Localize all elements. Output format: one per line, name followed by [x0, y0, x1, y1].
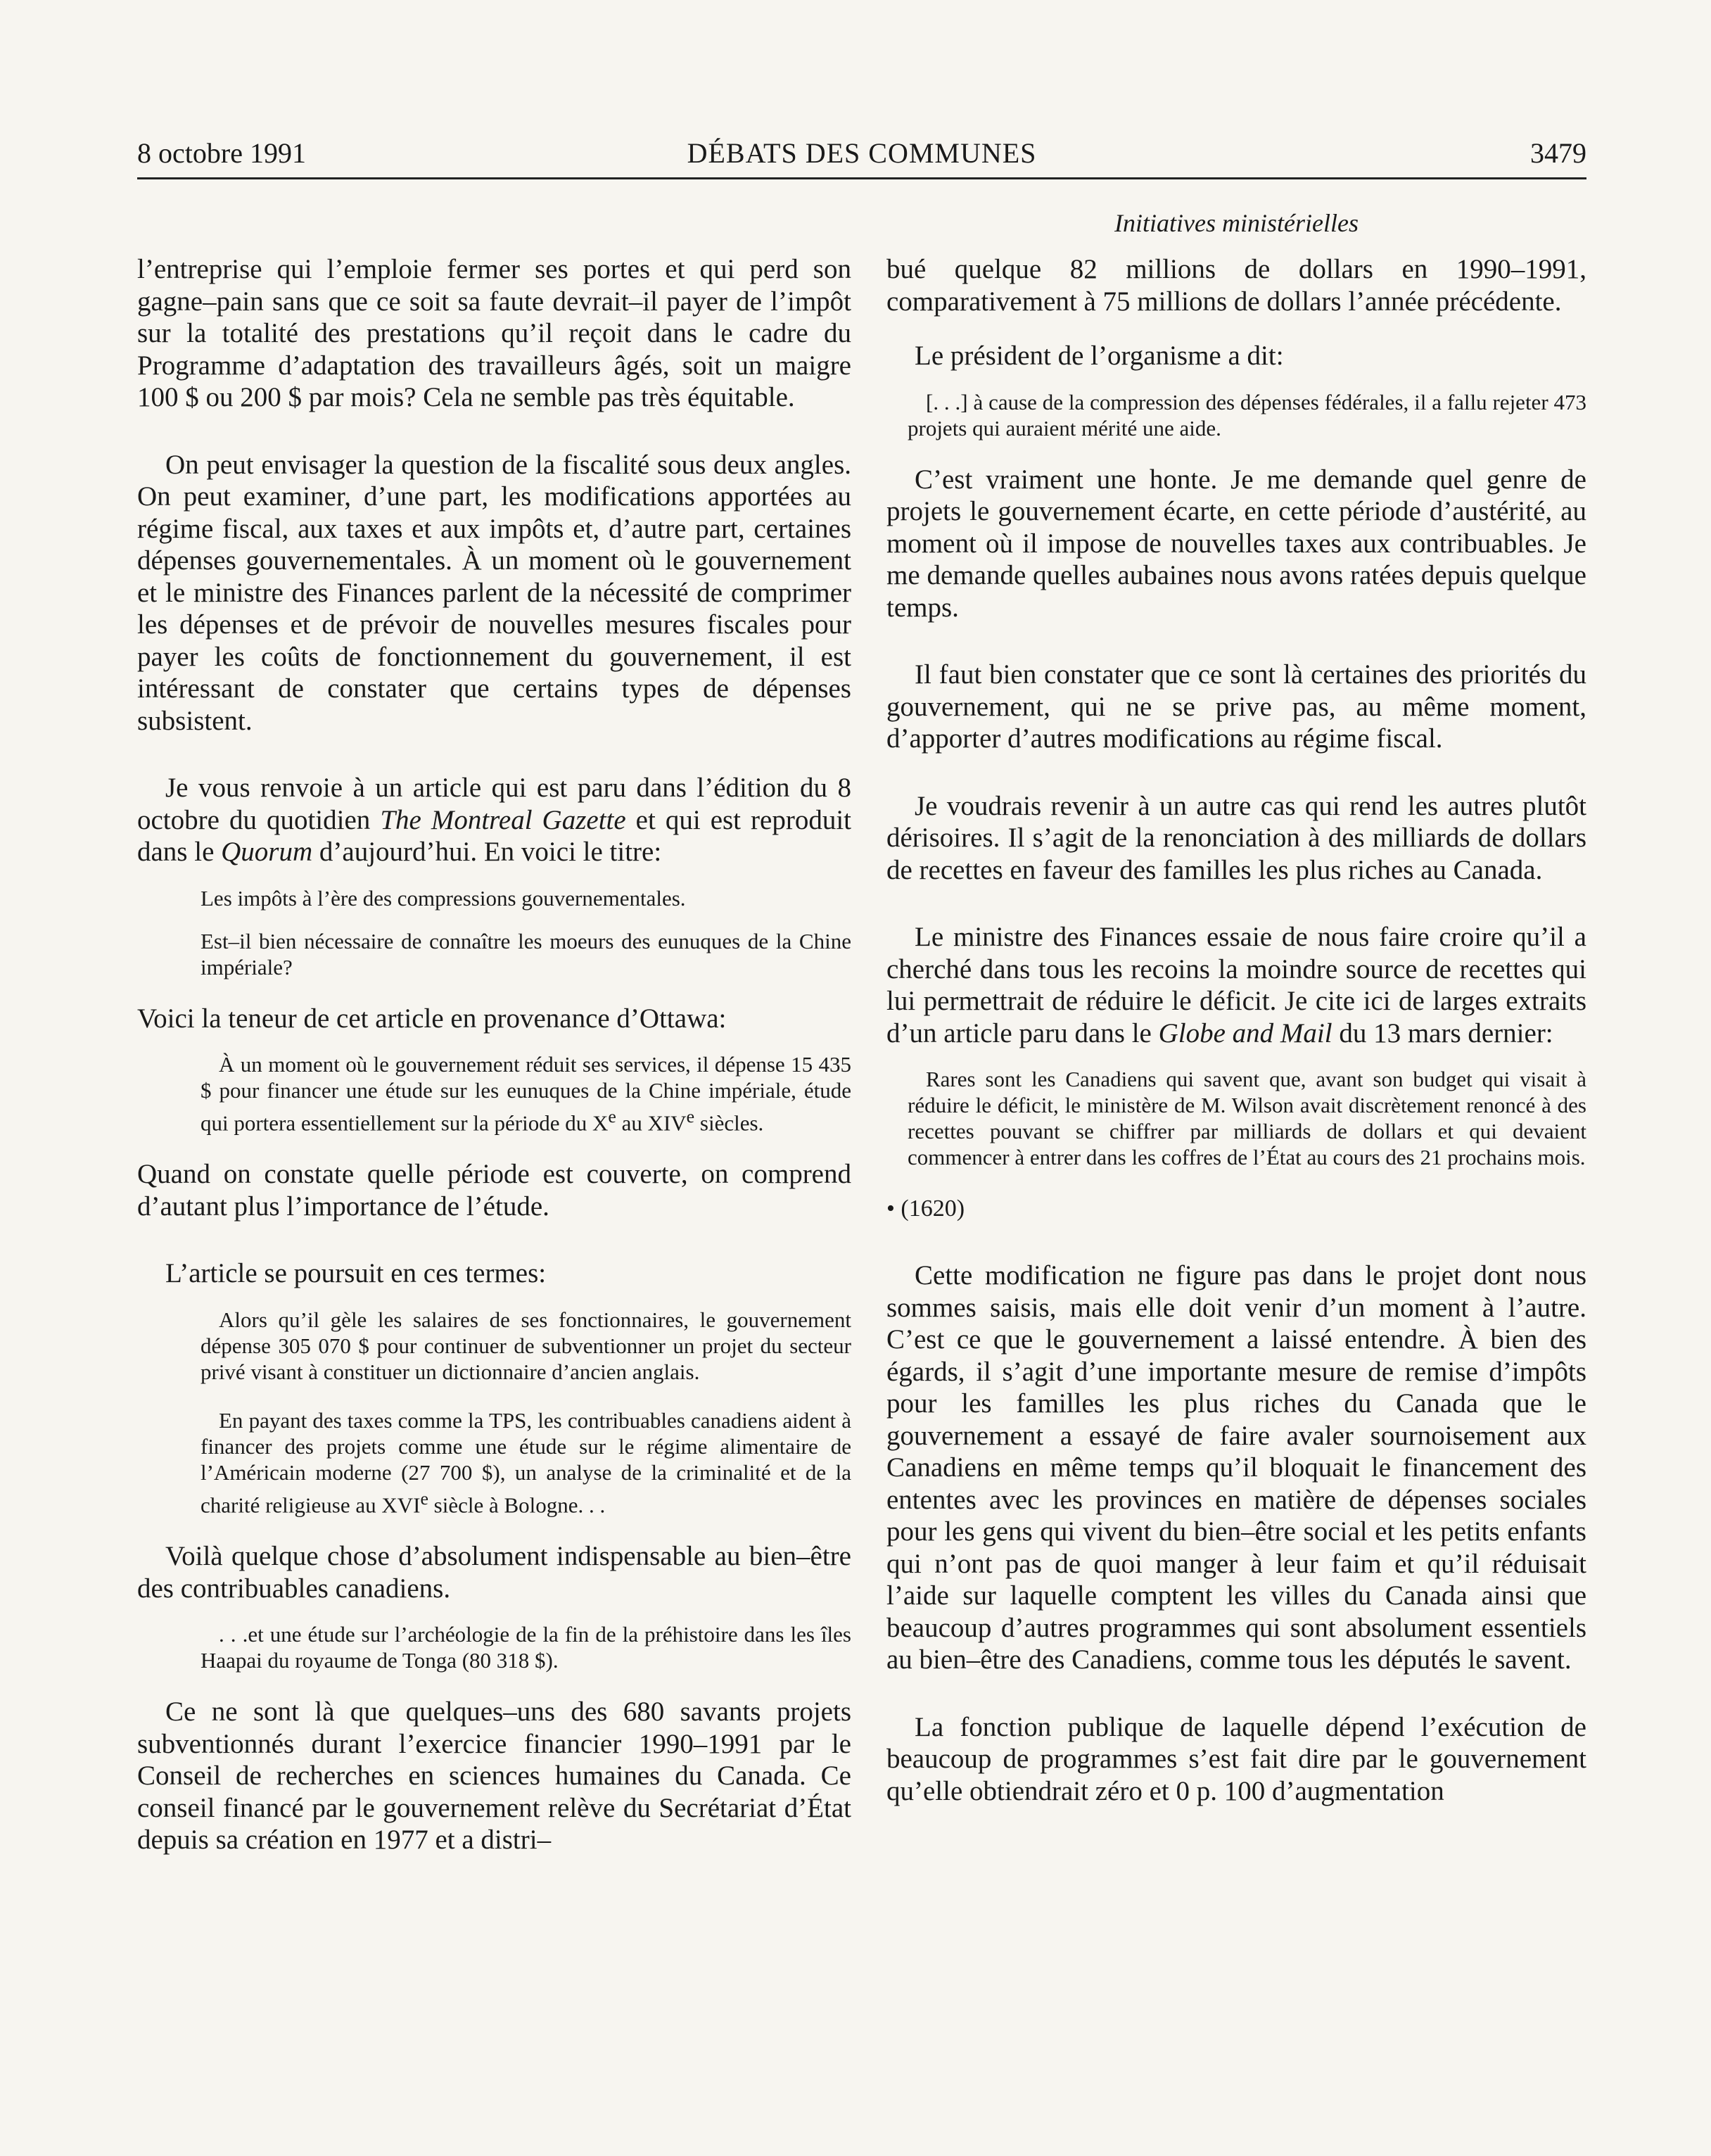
- paragraph: Il faut bien constater que ce sont là certaines des priorités du gouvernement, qui ne se prive pas, au même moment, d’apporter d’autres modifications au régime fiscal.: [886, 659, 1586, 754]
- paragraph: [886, 921, 1586, 1049]
- page-header: [137, 132, 1586, 175]
- text-run: Le ministre des Finances essaie de nous faire croire qu’il a cherché dans tous les recoins la moindre source de recettes qui lui permettrait de réduire le déficit. Je cite ici de larges extraits d’un article paru dans le: [886, 922, 1586, 1048]
- paragraph: On peut envisager la question de la fiscalité sous deux angles. On peut examiner, d’une part, les modifications apportées au régime fiscal, aux taxes et aux impôts et, d’autre part, certaines dépenses gouvernementales. À un moment où le gouvernement et le ministre des Finances parlent de la nécessité de comprimer les dépenses et de prévoir de nouvelles mesures fiscales pour payer les coûts de fonctionnement du gouvernement, il est intéressant de constater que certains types de dépenses subsistent.: [137, 449, 851, 736]
- newspaper-title: Globe and Mail: [1158, 1017, 1332, 1048]
- text-run: au XIV: [616, 1110, 687, 1136]
- quote: Rares sont les Canadiens qui savent que, avant son budget qui visait à réduire le déficit, le ministère de M. Wilson avait discrètement renoncé à des recettes pouvant se chiffrer par milliards de dollars et qui devaient commencer à entrer dans les coffres de l’État au cours des 21 prochains mois.: [908, 1067, 1586, 1169]
- paragraph: Je voudrais revenir à un autre cas qui rend les autres plutôt dérisoires. Il s’agit de la renonciation à des milliards de dollars de recettes en faveur des familles les plus riches au Canada.: [886, 790, 1586, 885]
- paragraph: l’entreprise qui l’emploie fermer ses portes et qui perd son gagne–pain sans que ce soit sa faute devrait–il payer de l’impôt sur la totalité des prestations qu’il reçoit dans le cadre du Programme d’adaptation des travailleurs âgés, soit un maigre 100 $ ou 200 $ par mois? Cela ne semble pas très équitable.: [137, 254, 851, 412]
- header-title: DÉBATS DES COMMUNES: [687, 137, 1037, 169]
- paragraph: Voici la teneur de cet article en provenance d’Ottawa:: [137, 1003, 727, 1034]
- text-run: En payant des taxes comme la TPS, les contribuables canadiens aident à financer des projets comme une étude sur le régime alimentaire de l’Américain moderne (27 700 $), un analyse de la criminalité et de la charité religieuse au XVI: [201, 1407, 851, 1518]
- publication-title: Quorum: [221, 837, 313, 867]
- paragraph: [137, 772, 851, 868]
- paragraph: La fonction publique de laquelle dépend l’exécution de beaucoup de programmes s’est fait dire par le gouvernement qu’elle obtiendrait zéro et 0 p. 100 d’augmentation: [886, 1711, 1586, 1806]
- newspaper-title: The Montreal Gazette: [380, 804, 626, 835]
- paragraph: C’est vraiment une honte. Je me demande quel genre de projets le gouvernement écarte, en cette période d’austérité, au moment où il impose de nouvelles taxes aux contribuables. Je me demande quelles aubaines nous avons ratées depuis quelque temps.: [886, 464, 1586, 623]
- superscript: e: [608, 1106, 616, 1127]
- text-run: et qui est reproduit dans le: [137, 804, 851, 867]
- quote: . . .et une étude sur l’archéologie de la fin de la préhistoire dans les îles Haapai du royaume de Tonga (80 318 $).: [201, 1622, 851, 1673]
- quote: Les impôts à l’ère des compressions gouvernementales.: [201, 885, 686, 911]
- paragraph: Voilà quelque chose d’absolument indispensable au bien–être des contribuables canadiens.: [137, 1541, 851, 1604]
- text-run: du 13 mars dernier:: [1332, 1017, 1553, 1048]
- section-heading: Initiatives ministérielles: [1114, 209, 1359, 237]
- quote: Alors qu’il gèle les salaires de ses fonctionnaires, le gouvernement dépense 305 070 $ pour continuer de subventionner un projet du secteur privé visant à constituer un dictionnaire d’ancien anglais.: [201, 1307, 851, 1384]
- text-run: siècle à Bologne. . .: [428, 1492, 606, 1518]
- quote: [137, 1051, 851, 1136]
- left-column: [137, 253, 851, 1856]
- quote: [. . .] à cause de la compression des dépenses fédérales, il a fallu rejeter 473 projets qui auraient mérité une aide.: [908, 389, 1586, 440]
- paragraph: Cette modification ne figure pas dans le projet dont nous sommes saisis, mais elle doit venir d’un moment à l’autre. C’est ce que le gouvernement a laissé entendre. À bien des égards, il s’agit d’une importante mesure de remise d’impôts pour les familles les plus riches du Canada que le gouvernement a essayé de faire avaler sournoisement aux Canadiens en même temps qu’il bloquait le financement des ententes avec les provinces en matière de dépenses sociales pour les gens qui vivent du bien–être social et les petits enfants qui n’ont pas de quoi manger à leur faim et qu’il réduisait l’aide sur laquelle comptent les villes du Canada ainsi que beaucoup d’autres programmes qui sont absolument essentiels au bien–être des Canadiens, comme tous les députés le savent.: [886, 1260, 1586, 1675]
- text-run: Je vous renvoie à un article qui est paru dans l’édition du 8 octobre du quotidien: [137, 773, 851, 835]
- paragraph: Ce ne sont là que quelques–uns des 680 savants projets subventionnés durant l’exercice financier 1990–1991 par le Conseil de recherches en sciences humaines du Canada. Ce conseil financé par le gouvernement relève du Secrétariat d’État depuis sa création en 1977 et a distri–: [137, 1697, 851, 1856]
- right-column: [886, 253, 1586, 1807]
- text-run: À un moment où le gouvernement réduit ses services, il dépense 15 435 $ pour financer une étude sur les eunuques de la Chine impériale, étude qui portera essentiellement sur la période du X: [201, 1052, 851, 1136]
- superscript: e: [686, 1106, 695, 1127]
- paragraph: bué quelque 82 millions de dollars en 1990–1991, comparativement à 75 millions de dollars l’année précédente.: [886, 254, 1586, 317]
- header-rule: [137, 177, 1586, 179]
- paragraph: L’article se poursuit en ces termes:: [165, 1258, 547, 1289]
- superscript: e: [420, 1488, 428, 1509]
- quote: Est–il bien nécessaire de connaître les moeurs des eunuques de la Chine impériale?: [201, 928, 851, 979]
- paragraph: Quand on constate quelle période est couverte, on comprend d’autant plus l’importance de l’étude.: [137, 1159, 851, 1222]
- quote: [137, 1407, 851, 1518]
- text-run: siècles.: [694, 1110, 764, 1136]
- page-number: 3479: [1530, 137, 1586, 169]
- text-run: d’aujourd’hui. En voici le titre:: [312, 837, 662, 867]
- header-date: 8 octobre 1991: [137, 137, 306, 169]
- timestamp: • (1620): [886, 1196, 965, 1222]
- paragraph: Le président de l’organisme a dit:: [915, 341, 1284, 371]
